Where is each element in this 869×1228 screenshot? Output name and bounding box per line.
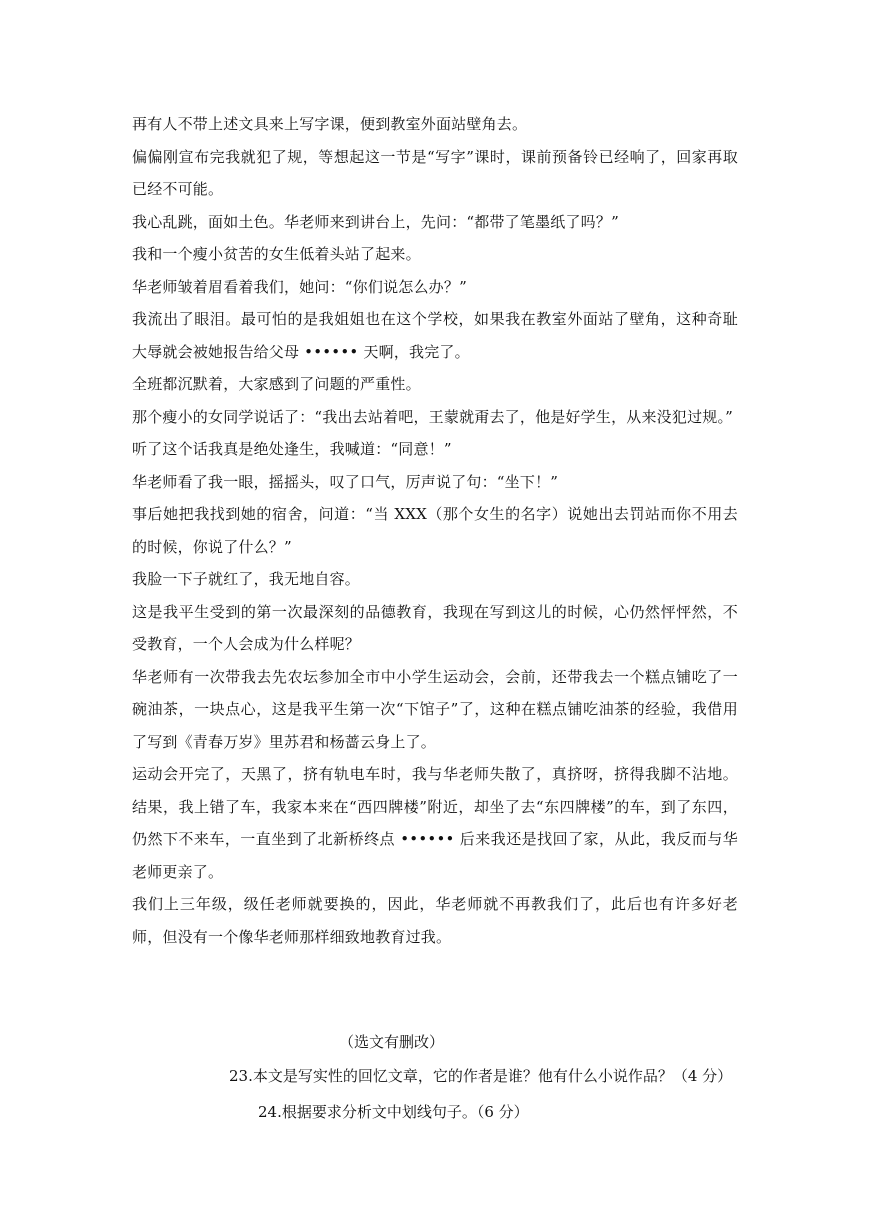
paragraph: 我们上三年级，级任老师就要换的，因此，华老师就不再教我们了，此后也有许多好老师，但没有一个像华老师那样细致地教育过我。 [132,895,738,946]
paragraph: 这是我平生受到的第一次最深刻的品德教育，我现在写到这儿的时候，心仍然怦怦然，不受教育，一个人会成为什么样呢？ [132,602,738,653]
paragraph: 我脸一下子就红了，我无地自容。 [132,570,361,588]
paragraph: 我和一个瘦小贫苦的女生低着头站了起来。 [132,245,421,263]
paragraph: 再有人不带上述文具来上写字课，便到教室外面站壁角去。 [132,115,528,133]
paragraph: 全班都沉默着，大家感到了问题的严重性。 [132,375,421,393]
question-23: 23.本文是写实性的回忆文章，它的作者是谁？他有什么小说作品？（4 分） [229,1067,733,1085]
paragraph: 事后她把我找到她的宿舍，问道：“当 XXX（那个女生的名字）说她出去罚站而你不用去的时候，你说了什么？” [132,505,738,556]
paragraph: 我心乱跳，面如土色。华老师来到讲台上，先问：“都带了笔墨纸了吗？” [132,212,619,231]
paragraph: 华老师有一次带我去先农坛参加全市中小学生运动会，会前，还带我去一个糕点铺吃了一碗油茶，一块点心，这是我平生第一次“下馆子”了，这种在糕点铺吃油茶的经验，我借用了写到《青春万岁》里苏君和杨蔷云身上了。 [132,667,738,751]
source-note: （选文有删改） [339,1033,445,1051]
paragraph: 听了这个话我真是绝处逢生，我喊道：“同意！” [132,440,452,458]
paragraph: 那个瘦小的女同学说话了：“我出去站着吧，王蒙就甭去了，他是好学生，从来没犯过规。” [132,407,734,426]
paragraph: 华老师看了我一眼，摇摇头，叹了口气，厉声说了句：“坐下！” [132,472,559,491]
question-24: 24.根据要求分析文中划线句子。（6 分） [258,1103,529,1121]
article-body [132,108,738,953]
paragraph: 华老师皱着眉看着我们，她问：“你们说怎么办？” [132,277,467,296]
paragraph: 偏偏刚宣布完我就犯了规，等想起这一节是“写字”课时，课前预备铃已经响了，回家再取已经不可能。 [132,147,738,198]
paragraph: 运动会开完了，天黑了，挤有轨电车时，我与华老师失散了，真挤呀，挤得我脚不沾地。结果，我上错了车，我家本来在“西四牌楼”附近，却坐了去“东四牌楼”的车，到了东四，仍然下不来车，一直坐到了北新桥终点 •••••• 后来我还是找回了家，从此，我反而与华老师更亲了。 [132,765,738,881]
paragraph: 我流出了眼泪。最可怕的是我姐姐也在这个学校，如果我在教室外面站了壁角，这种奇耻大辱就会被她报告给父母 •••••• 天啊，我完了。 [132,310,738,361]
